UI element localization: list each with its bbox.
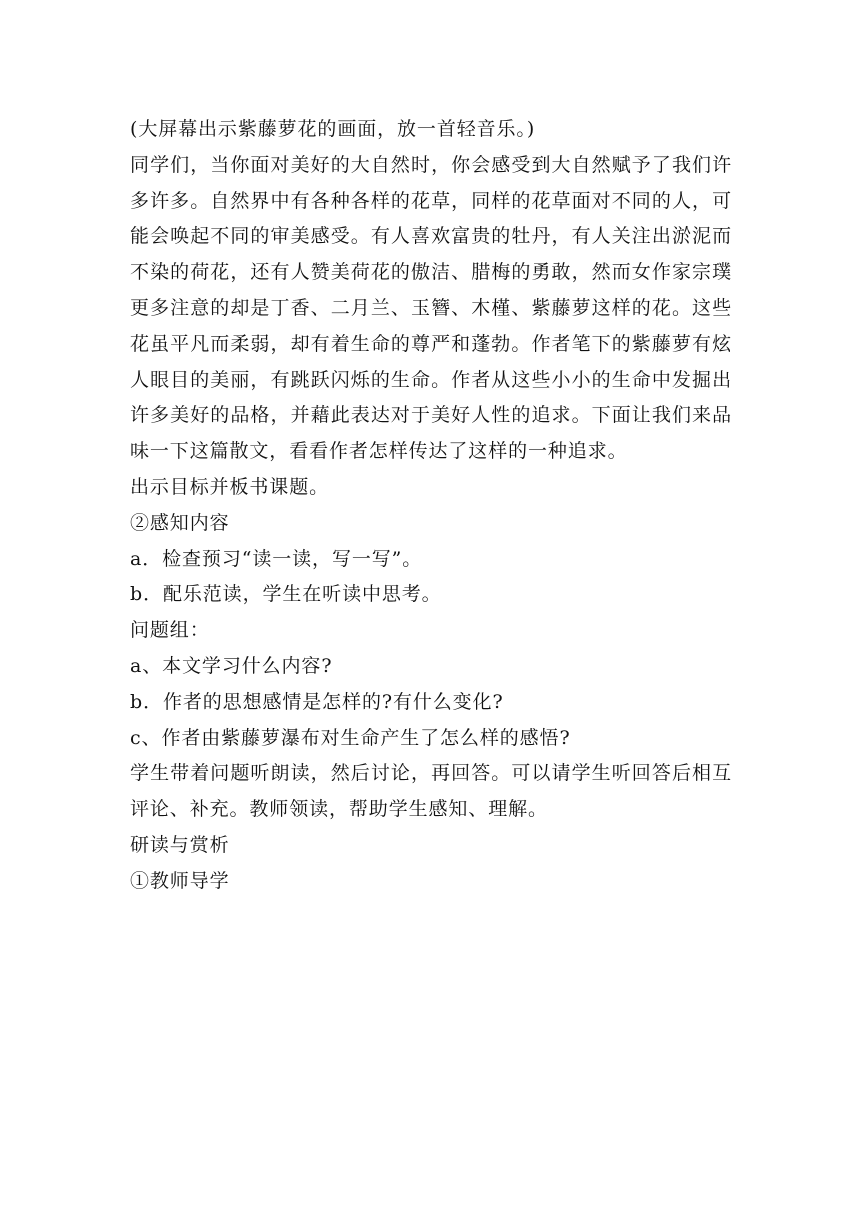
paragraph-line: 更多注意的却是丁香、二月兰、玉簪、木槿、紫藤萝这样的花。这些 [130, 296, 732, 319]
question-item: a、本文学习什么内容? [130, 654, 333, 677]
paragraph-line: 能会唤起不同的审美感受。有人喜欢富贵的牡丹，有人关注出淤泥而 [130, 225, 732, 248]
section-heading-perceive: ②感知内容 [130, 511, 230, 534]
paragraph-line: 人眼目的美丽，有跳跃闪烁的生命。作者从这些小小的生命中发掘出 [130, 368, 732, 391]
subsection-heading-guide: ①教师导学 [130, 869, 230, 892]
paragraph-line: 学生带着问题听朗读，然后讨论，再回答。可以请学生听回答后相互 [130, 762, 732, 785]
document-body [130, 112, 732, 900]
paragraph-line: 多许多。自然界中有各种各样的花草，同样的花草面对不同的人，可 [130, 189, 732, 212]
intro-paragraph [130, 148, 732, 470]
stage-direction-line: (大屏幕出示紫藤萝花的画面，放一首轻音乐。) [130, 118, 536, 140]
question-item: b．作者的思想感情是怎样的?有什么变化? [130, 690, 504, 713]
paragraph-line: 花虽平凡而柔弱，却有着生命的尊严和蓬勃。作者笔下的紫藤萝有炫 [130, 332, 732, 355]
section-heading-study: 研读与赏析 [130, 833, 230, 856]
paragraph-line: 味一下这篇散文，看看作者怎样传达了这样的一种追求。 [130, 440, 628, 463]
question-group-heading: 问题组： [130, 619, 210, 642]
list-item: a．检查预习“读一读，写一写”。 [130, 547, 423, 570]
paragraph-line: 许多美好的品格，并藉此表达对于美好人性的追求。下面让我们来品 [130, 404, 732, 427]
list-item: b．配乐范读，学生在听读中思考。 [130, 583, 442, 606]
question-item: c、作者由紫藤萝瀑布对生命产生了怎么样的感悟? [130, 726, 571, 749]
objective-line: 出示目标并板书课题。 [130, 475, 330, 498]
discussion-paragraph [130, 756, 732, 828]
paragraph-line: 同学们，当你面对美好的大自然时，你会感受到大自然赋予了我们许 [130, 153, 732, 176]
paragraph-line: 不染的荷花，还有人赞美荷花的傲洁、腊梅的勇敢，然而女作家宗璞 [130, 261, 732, 284]
paragraph-line: 评论、补充。教师领读，帮助学生感知、理解。 [130, 798, 548, 821]
